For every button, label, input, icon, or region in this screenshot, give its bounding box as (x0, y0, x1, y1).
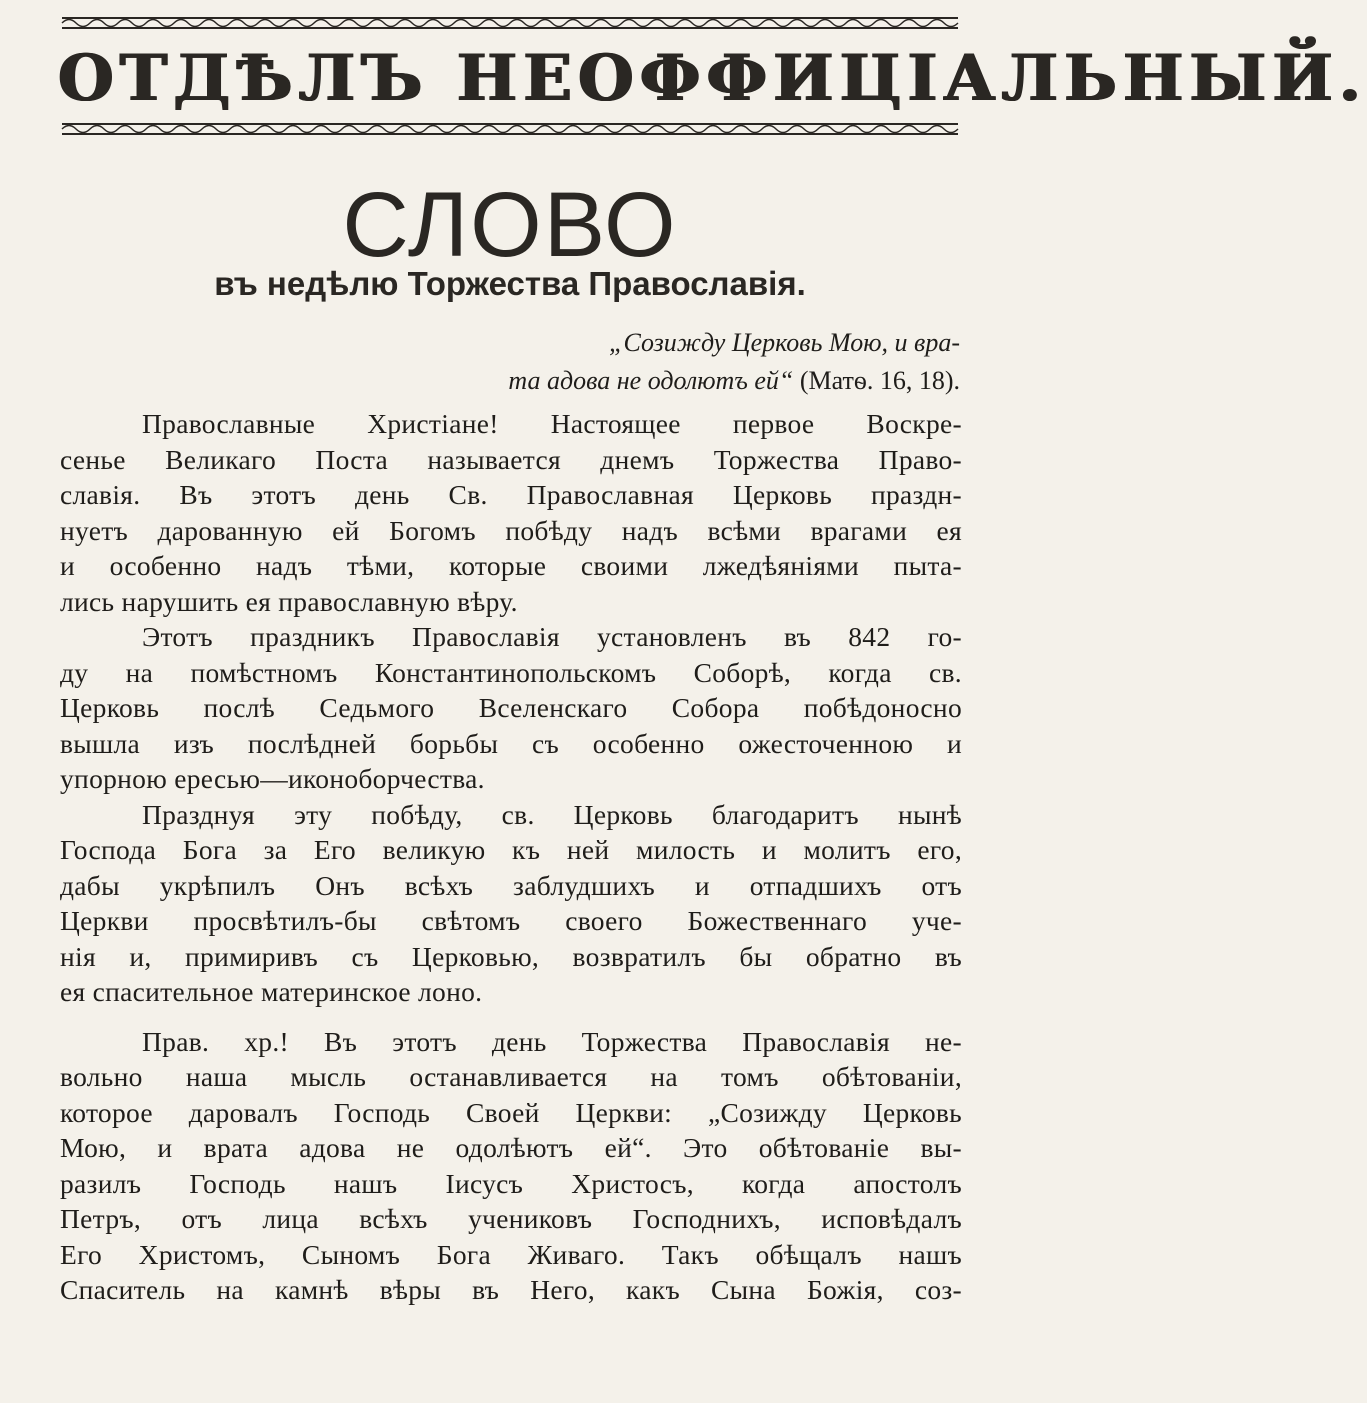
text-line: которое даровалъ Господь Своей Церкви: „Созижду Церковь (60, 1096, 962, 1128)
ornamental-rule-bottom (62, 122, 958, 136)
section-title: ОТДѢЛЪ НЕОФФИЦІАЛЬНЫЙ. (58, 41, 1367, 116)
text-line: дабы укрѣпилъ Онъ всѣхъ заблудшихъ и отпадшихъ отъ (60, 869, 962, 901)
ornamental-rule-top (62, 16, 958, 30)
text-line: славія. Въ этотъ день Св. Православная Церковь праздн- (60, 479, 962, 510)
epigraph-line-1: „Созижду Церковь Мою, и вра- (609, 328, 960, 357)
text-line: ея спасительное материнское лоно. (60, 976, 483, 1007)
paragraph-4 (60, 1024, 962, 1308)
text-line: Прав. хр.! Въ этотъ день Торжества Православія не- (142, 1025, 962, 1057)
text-line: Празднуя эту побѣду, св. Церковь благодаритъ нынѣ (142, 798, 962, 830)
text-line: вышла изъ послѣдней борьбы съ особенно ожесточенною и (60, 727, 962, 759)
epigraph-quote-end: та адова не одолютъ ей“ (508, 366, 794, 395)
text-line: и особенно надъ тѣми, которые своими лжедѣяніями пыта- (60, 550, 962, 581)
epigraph-line-2 (380, 362, 960, 400)
text-line: Спаситель на камнѣ вѣры въ Него, какъ Сына Божія, соз- (60, 1274, 962, 1305)
sermon-body (60, 406, 962, 1308)
epigraph-reference: (Матѳ. 16, 18). (793, 366, 960, 395)
epigraph (380, 324, 960, 400)
text-line: Церкви просвѣтилъ-бы свѣтомъ своего Божественнаго уче- (60, 905, 962, 936)
paragraph-3 (60, 797, 962, 1010)
text-line: Православные Христіане! Настоящее первое Воскре- (142, 408, 962, 439)
text-line: нія и, примиривъ съ Церковью, возвратилъ бы обратно въ (60, 940, 962, 972)
text-line: вольно наша мысль останавливается на томъ обѣтованіи, (60, 1061, 962, 1092)
text-line: разилъ Господь нашъ Іисусъ Христосъ, когда апостолъ (60, 1167, 962, 1199)
sermon-subtitle: въ недѣлю Торжества Православія. (214, 265, 806, 302)
text-line: Петръ, отъ лица всѣхъ учениковъ Господнихъ, исповѣдалъ (60, 1203, 962, 1234)
paragraph-2 (60, 619, 962, 797)
text-line: Мою, и врата адова не одолѣютъ ей“. Это обѣтованіе вы- (60, 1132, 962, 1163)
text-line: Его Христомъ, Сыномъ Бога Живаго. Такъ обѣщалъ нашъ (60, 1238, 962, 1270)
text-line: ду на помѣстномъ Константинопольскомъ Соборѣ, когда св. (60, 656, 962, 688)
text-line: Господа Бога за Его великую къ ней милость и молитъ его, (60, 834, 962, 865)
paragraph-1 (60, 406, 962, 619)
text-line: сенье Великаго Поста называется днемъ Торжества Право- (60, 443, 962, 475)
text-line: лись нарушить ея православную вѣру. (60, 585, 518, 617)
text-line: Этотъ праздникъ Православія установленъ въ 842 го- (142, 621, 962, 652)
text-line: Церковь послѣ Седьмого Вселенскаго Собора побѣдоносно (60, 692, 962, 723)
text-line: нуетъ дарованную ей Богомъ побѣду надъ всѣми врагами ея (60, 514, 962, 546)
text-line: упорною ересью—иконоборчества. (60, 763, 485, 794)
paragraph-gap (60, 1010, 962, 1024)
sermon-title: СЛОВО (342, 174, 678, 276)
